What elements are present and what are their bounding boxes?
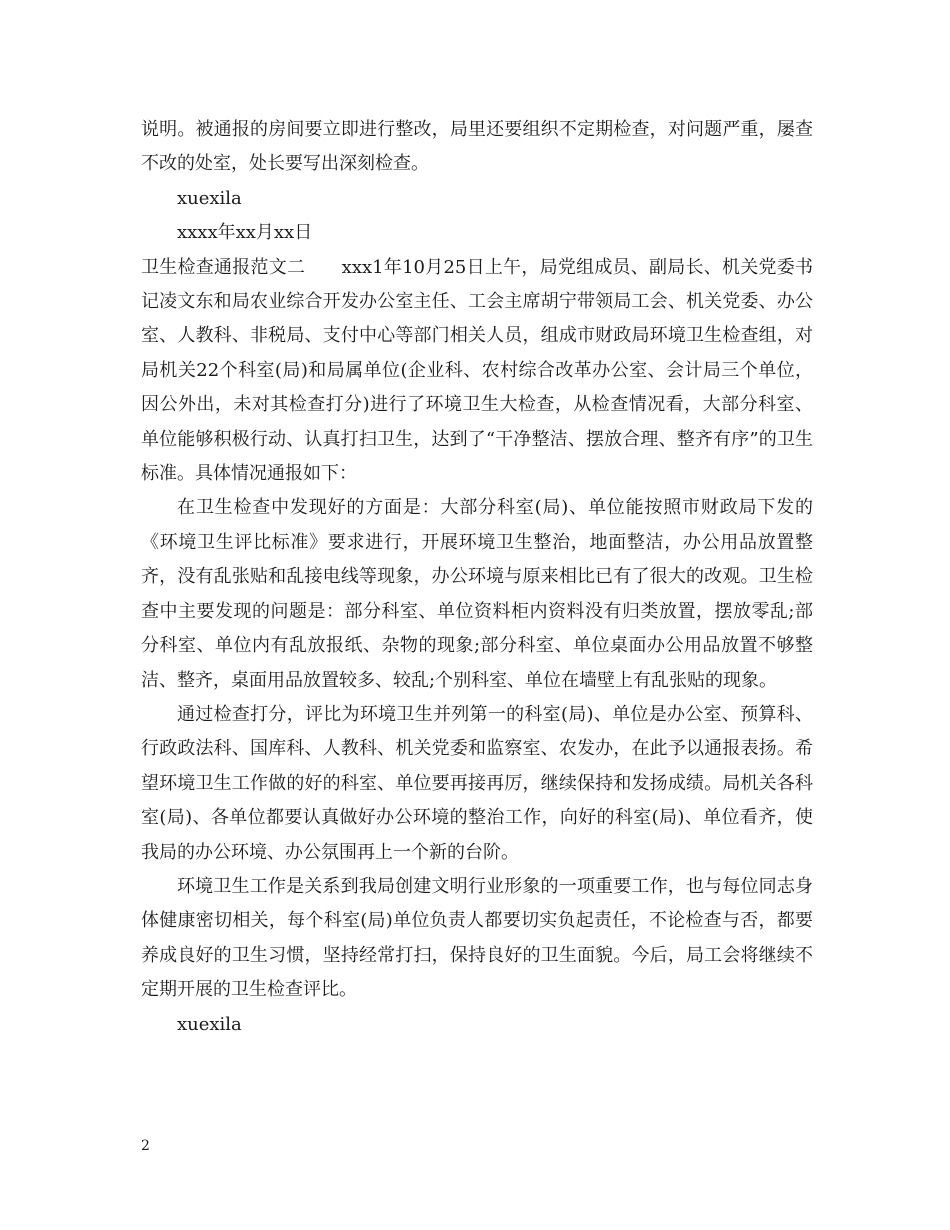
paragraph-6: 通过检查打分，评比为环境卫生并列第一的科室(局)、单位是办公室、预算科、行政政法科、国库科、人教科、机关党委和监察室、农发办，在此予以通报表扬。希望环境卫生工作做的好的科室、单位要再接再厉，继续保持和发扬成绩。局机关各科室(局)、各单位都要认真做好办公环境的整治工作，向好的科室(局)、单位看齐，使我局的办公环境、办公氛围再上一个新的台阶。 — [141, 703, 813, 863]
paragraph-3: xxxx年xx月xx日 — [177, 222, 313, 244]
page-number: 2 — [141, 1138, 150, 1154]
paragraph-5: 在卫生检查中发现好的方面是：大部分科室(局)、单位能按照市财政局下发的《环境卫生评比标准》要求进行，开展环境卫生整治，地面整洁，办公用品放置整齐，没有乱张贴和乱接电线等现象，办公环境与原来相比已有了很大的改观。卫生检查中主要发现的问题是：部分科室、单位资料柜内资料没有归类放置，摆放零乱;部分科室、单位内有乱放报纸、杂物的现象;部分科室、单位桌面办公用品放置不够整洁、整齐，桌面用品放置较多、较乱;个别科室、单位在墙壁上有乱张贴的现象。 — [141, 497, 813, 691]
document-body — [141, 113, 813, 1042]
paragraph-4: 卫生检查通报范文二 xxx1年10月25日上午，局党组成员、副局长、机关党委书记凌文东和局农业综合开发办公室主任、工会主席胡宁带领局工会、机关党委、办公室、人教科、非税局、支付中心等部门相关人员，组成市财政局环境卫生检查组，对局机关22个科室(局)和局属单位(企业科、农村综合改革办公室、会计局三个单位，因公外出，未对其检查打分)进行了环境卫生大检查，从检查情况看，大部分科室、单位能够积极行动、认真打扫卫生，达到了“干净整洁、摆放合理、整齐有序”的卫生标准。具体情况通报如下： — [141, 256, 813, 485]
paragraph-1: 说明。被通报的房间要立即进行整改，局里还要组织不定期检查，对问题严重，屡查不改的处室，处长要写出深刻检查。 — [141, 119, 813, 175]
paragraph-2: xuexila — [177, 187, 242, 209]
paragraph-7: 环境卫生工作是关系到我局创建文明行业形象的一项重要工作，也与每位同志身体健康密切相关，每个科室(局)单位负责人都要切实负起责任，不论检查与否，都要养成良好的卫生习惯，坚持经常打扫，保持良好的卫生面貌。今后，局工会将继续不定期开展的卫生检查评比。 — [141, 875, 813, 1001]
paragraph-8: xuexila — [177, 1013, 242, 1035]
